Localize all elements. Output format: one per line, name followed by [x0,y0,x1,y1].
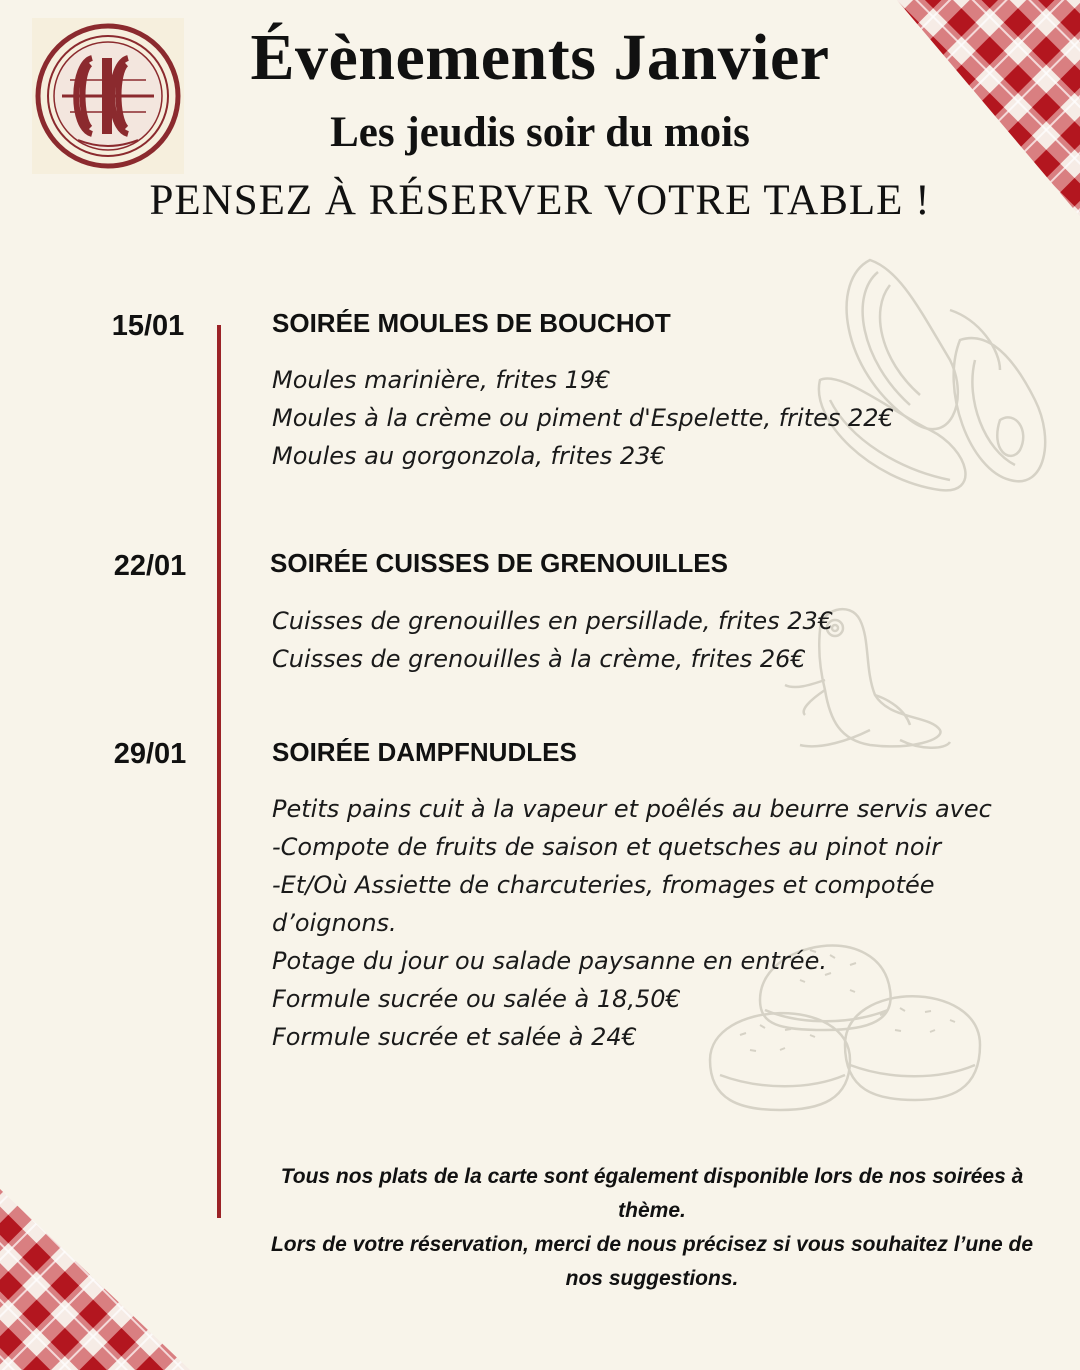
page-title: Évènements Janvier [250,21,830,94]
menu-item: d’oignons. [272,909,397,937]
menu-item: Cuisses de grenouilles à la crème, frites 26€ [272,645,806,673]
menu-item: Cuisses de grenouilles en persillade, frites 23€ [272,607,834,635]
menu-item: -Et/Où Assiette de charcuteries, fromages et compotée [272,871,935,899]
event-title: SOIRÉE CUISSES DE GRENOUILLES [270,548,728,578]
menu-item: Moules à la crème ou piment d'Espelette, frites 22€ [272,404,894,432]
event-menu-list [272,790,992,1056]
event-date: 15/01 [111,310,185,342]
menu-item: -Compote de fruits de saison et quetsches au pinot noir [272,833,942,861]
event-date: 22/01 [113,550,187,582]
reservation-reminder: PENSEZ À RÉSERVER VOTRE TABLE ! [149,177,931,224]
event-menu-list [272,602,833,678]
event-title: SOIRÉE MOULES DE BOUCHOT [272,308,671,338]
footer-note-line: Lors de votre réservation, merci de nous précisez si vous souhaitez l’une de nos suggestions. [270,1233,1034,1290]
menu-item: Moules au gorgonzola, frites 23€ [272,442,666,470]
event-date: 29/01 [113,738,187,770]
page-subtitle: Les jeudis soir du mois [330,109,750,156]
menu-item: Potage du jour ou salade paysanne en entrée. [272,947,827,975]
event-menu-list [272,361,894,475]
timeline-line [217,325,221,1218]
menu-item: Moules marinière, frites 19€ [272,366,611,394]
menu-item: Petits pains cuit à la vapeur et poêlés au beurre servis avec [272,795,992,823]
menu-item: Formule sucrée ou salée à 18,50€ [272,985,681,1013]
footer-note [262,1160,1042,1296]
footer-note-line: Tous nos plats de la carte sont également disponible lors de nos soirées à thème. [280,1165,1024,1222]
menu-item: Formule sucrée et salée à 24€ [272,1023,637,1051]
event-title: SOIRÉE DAMPFNUDLES [272,737,577,767]
gingham-tablecloth-icon [0,1130,220,1370]
